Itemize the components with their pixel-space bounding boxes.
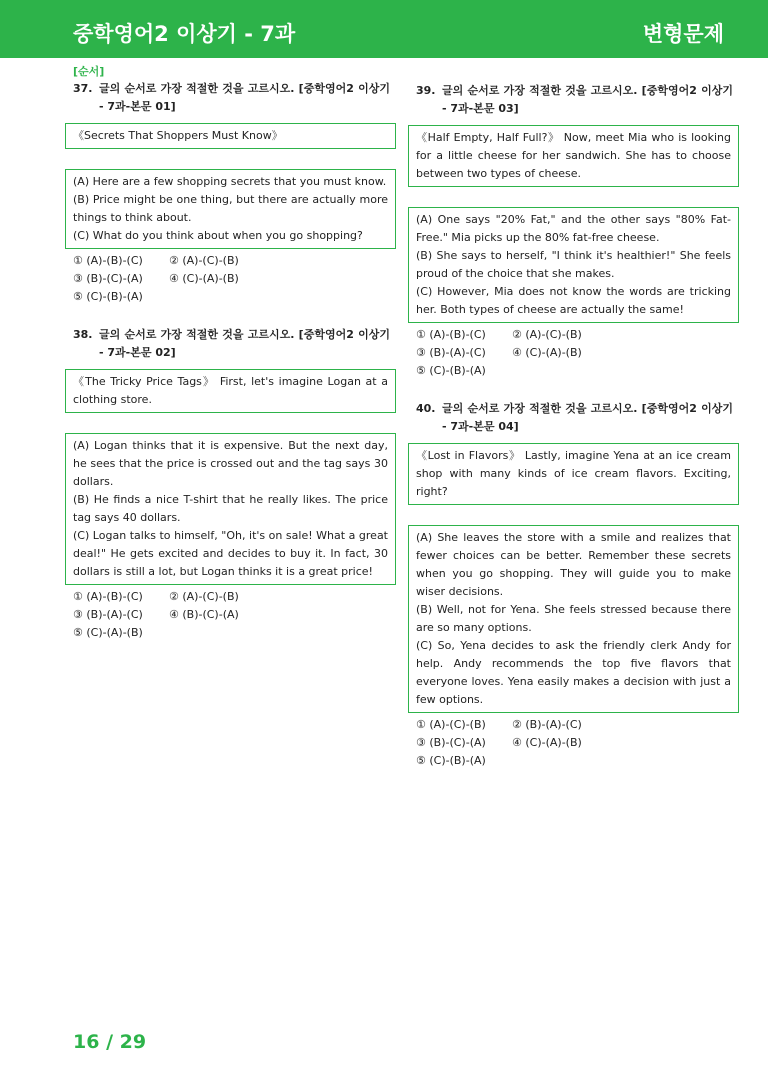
option-3[interactable]: ③ (B)-(C)-(A) — [416, 736, 486, 749]
answer-options — [408, 716, 739, 770]
passage-c: (C) However, Mia does not know the words are tricking her. Both types of cheese are actually the same! — [416, 285, 731, 316]
total-pages: 29 — [119, 1031, 147, 1053]
question-number: 37. — [73, 82, 93, 95]
question-39 — [408, 82, 739, 380]
option-4[interactable]: ④ (C)-(A)-(B) — [169, 272, 239, 285]
passage-b: (B) She says to herself, "I think it's healthier!" She feels proud of the choice that she makes. — [416, 249, 731, 280]
page-header — [0, 0, 768, 58]
option-2[interactable]: ② (B)-(A)-(C) — [512, 718, 582, 731]
intro-text: 《Half Empty, Half Full?》 Now, meet Mia who is looking for a little cheese for her sandwich. She has to choose between two types of cheese. — [416, 131, 731, 180]
passage-a: (A) She leaves the store with a smile and realizes that fewer choices can be better. Remember these secrets when you go shopping. They will guide you to make wiser decisions. — [416, 531, 731, 598]
option-2[interactable]: ② (A)-(C)-(B) — [512, 328, 582, 341]
passage-a: (A) Logan thinks that it is expensive. But the next day, he sees that the price is crossed out and the tag says 30 dollars. — [73, 439, 388, 488]
passage-box — [408, 525, 739, 713]
option-1[interactable]: ① (A)-(B)-(C) — [73, 254, 143, 267]
question-number: 38. — [73, 328, 93, 341]
question-37 — [65, 80, 396, 306]
option-2[interactable]: ② (A)-(C)-(B) — [169, 590, 239, 603]
question-number: 39. — [416, 84, 436, 97]
question-text: 글의 순서로 가장 적절한 것을 고르시오. [중학영어2 이상기 - 7과-본문 04] — [442, 402, 733, 433]
option-5[interactable]: ⑤ (C)-(B)-(A) — [416, 754, 486, 767]
option-3[interactable]: ③ (B)-(A)-(C) — [416, 346, 486, 359]
passage-c: (C) What do you think about when you go shopping? — [73, 229, 363, 242]
option-3[interactable]: ③ (B)-(A)-(C) — [73, 608, 143, 621]
page-separator: / — [106, 1031, 114, 1053]
passage-c: (C) So, Yena decides to ask the friendly clerk Andy for help. Andy recommends the top five flavors that everyone loves. Yena easily makes a decision with just a few options. — [416, 639, 731, 706]
question-text: 글의 순서로 가장 적절한 것을 고르시오. [중학영어2 이상기 - 7과-본문 03] — [442, 84, 733, 115]
answer-options — [408, 326, 739, 380]
question-number: 40. — [416, 402, 436, 415]
option-2[interactable]: ② (A)-(C)-(B) — [169, 254, 239, 267]
header-section-label: 변형문제 — [642, 22, 724, 46]
left-column — [65, 64, 396, 642]
page-number — [73, 1030, 146, 1054]
option-4[interactable]: ④ (C)-(A)-(B) — [512, 736, 582, 749]
passage-box — [65, 433, 396, 585]
option-5[interactable]: ⑤ (C)-(B)-(A) — [73, 290, 143, 303]
option-3[interactable]: ③ (B)-(C)-(A) — [73, 272, 143, 285]
passage-box — [408, 207, 739, 323]
passage-c: (C) Logan talks to himself, "Oh, it's on sale! What a great deal!" He gets excited and decides to buy it. In fact, 30 dollars is still a lot, but Logan thinks it is a great price! — [73, 529, 388, 578]
option-5[interactable]: ⑤ (C)-(B)-(A) — [416, 364, 486, 377]
option-4[interactable]: ④ (C)-(A)-(B) — [512, 346, 582, 359]
passage-b: (B) Well, not for Yena. She feels stressed because there are so many options. — [416, 603, 731, 634]
option-1[interactable]: ① (A)-(C)-(B) — [416, 718, 486, 731]
intro-box — [65, 123, 396, 149]
question-text: 글의 순서로 가장 적절한 것을 고르시오. [중학영어2 이상기 - 7과-본문 02] — [99, 328, 390, 359]
intro-text: 《Lost in Flavors》 Lastly, imagine Yena at an ice cream shop with many kinds of ice cream flavors. Exciting, right? — [416, 449, 731, 498]
header-title: 중학영어2 이상기 - 7과 — [73, 22, 296, 46]
question-title — [408, 400, 739, 436]
answer-options — [65, 252, 396, 306]
passage-a: (A) Here are a few shopping secrets that you must know. — [73, 175, 387, 188]
question-text: 글의 순서로 가장 적절한 것을 고르시오. [중학영어2 이상기 - 7과-본문 01] — [99, 82, 390, 113]
intro-box — [65, 369, 396, 413]
question-title — [408, 82, 739, 118]
question-title — [65, 326, 396, 362]
answer-options — [65, 588, 396, 642]
passage-box — [65, 169, 396, 249]
option-5[interactable]: ⑤ (C)-(A)-(B) — [73, 626, 143, 639]
question-38 — [65, 326, 396, 642]
intro-box — [408, 125, 739, 187]
intro-box — [408, 443, 739, 505]
passage-a: (A) One says "20% Fat," and the other says "80% Fat-Free." Mia picks up the 80% fat-free cheese. — [416, 213, 731, 244]
current-page: 16 — [73, 1031, 100, 1053]
question-title — [65, 80, 396, 116]
question-40 — [408, 400, 739, 770]
passage-b: (B) He finds a nice T-shirt that he really likes. The price tag says 40 dollars. — [73, 493, 388, 524]
intro-text: 《The Tricky Price Tags》 First, let's imagine Logan at a clothing store. — [73, 375, 388, 406]
right-column — [408, 82, 739, 770]
intro-text: 《Secrets That Shoppers Must Know》 — [73, 129, 283, 142]
category-label: [순서] — [73, 65, 105, 78]
passage-b: (B) Price might be one thing, but there are actually more things to think about. — [73, 193, 388, 224]
option-1[interactable]: ① (A)-(B)-(C) — [73, 590, 143, 603]
option-1[interactable]: ① (A)-(B)-(C) — [416, 328, 486, 341]
option-4[interactable]: ④ (B)-(C)-(A) — [169, 608, 239, 621]
